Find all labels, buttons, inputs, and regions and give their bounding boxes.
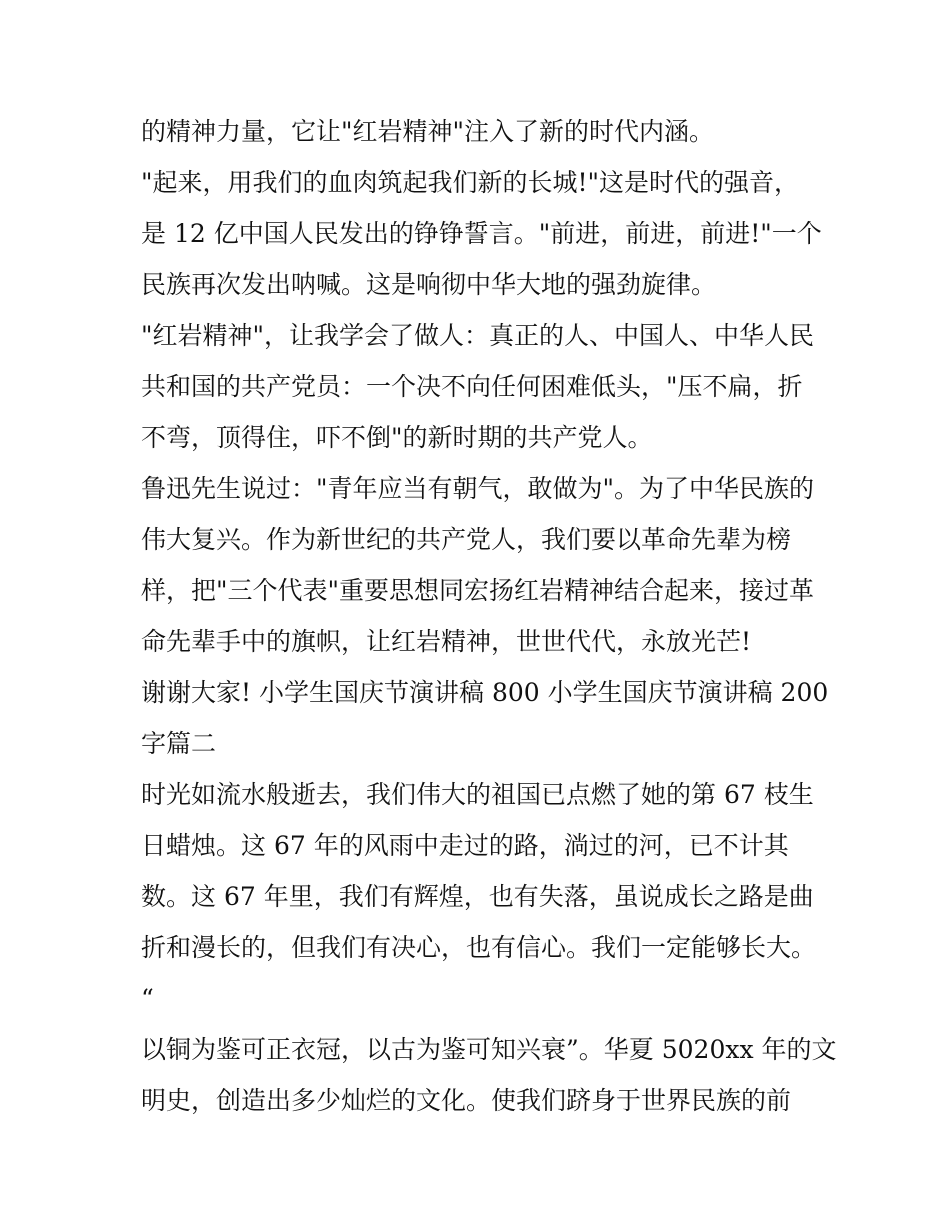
text-line: 不弯，顶得住，吓不倒"的新时期的共产党人。 — [141, 423, 653, 452]
quote-mark-line: “ — [141, 984, 154, 1013]
text-line: "起来，用我们的血肉筑起我们新的长城!"这是时代的强音， — [141, 168, 800, 197]
text-line: 数。这 67 年里，我们有辉煌，也有失落，虽说成长之路是曲 — [141, 882, 814, 911]
text-line: 是 12 亿中国人民发出的铮铮誓言。"前进，前进，前进!"一个 — [141, 219, 822, 248]
text-line: 日蜡烛。这 67 年的风雨中走过的路，淌过的河，已不计其 — [141, 831, 789, 860]
text-line: 的精神力量，它让"红岩精神"注入了新的时代内涵。 — [141, 117, 715, 146]
text-line: 谢谢大家! 小学生国庆节演讲稿 800 小学生国庆节演讲稿 200 — [141, 678, 829, 707]
text-line: "红岩精神"，让我学会了做人：真正的人、中国人、中华人民 — [141, 321, 815, 350]
text-line: 伟大复兴。作为新世纪的共产党人，我们要以革命先辈为榜 — [141, 525, 792, 554]
text-line: 共和国的共产党员：一个决不向任何困难低头，"压不扁，折 — [141, 372, 803, 401]
text-line: 时光如流水般逝去，我们伟大的祖国已点燃了她的第 67 枝生 — [141, 780, 814, 809]
speech-text-body — [141, 106, 837, 1126]
text-line: 民族再次发出呐喊。这是响彻中华大地的强劲旋律。 — [141, 270, 717, 299]
text-line: 样，把"三个代表"重要思想同宏扬红岩精神结合起来，接过革 — [141, 576, 815, 605]
text-line: 折和漫长的，但我们有决心，也有信心。我们一定能够长大。 — [141, 933, 817, 962]
text-line: 明史，创造出多少灿烂的文化。使我们跻身于世界民族的前 — [141, 1086, 792, 1115]
text-line: 以铜为鉴可正衣冠，以古为鉴可知兴衰”。华夏 5020xx 年的文 — [141, 1035, 837, 1064]
section-heading-line: 字篇二 — [141, 729, 217, 758]
text-line: 鲁迅先生说过："青年应当有朝气，敢做为"。为了中华民族的 — [141, 474, 815, 503]
text-line: 命先辈手中的旗帜，让红岩精神，世世代代，永放光芒! — [141, 627, 752, 656]
